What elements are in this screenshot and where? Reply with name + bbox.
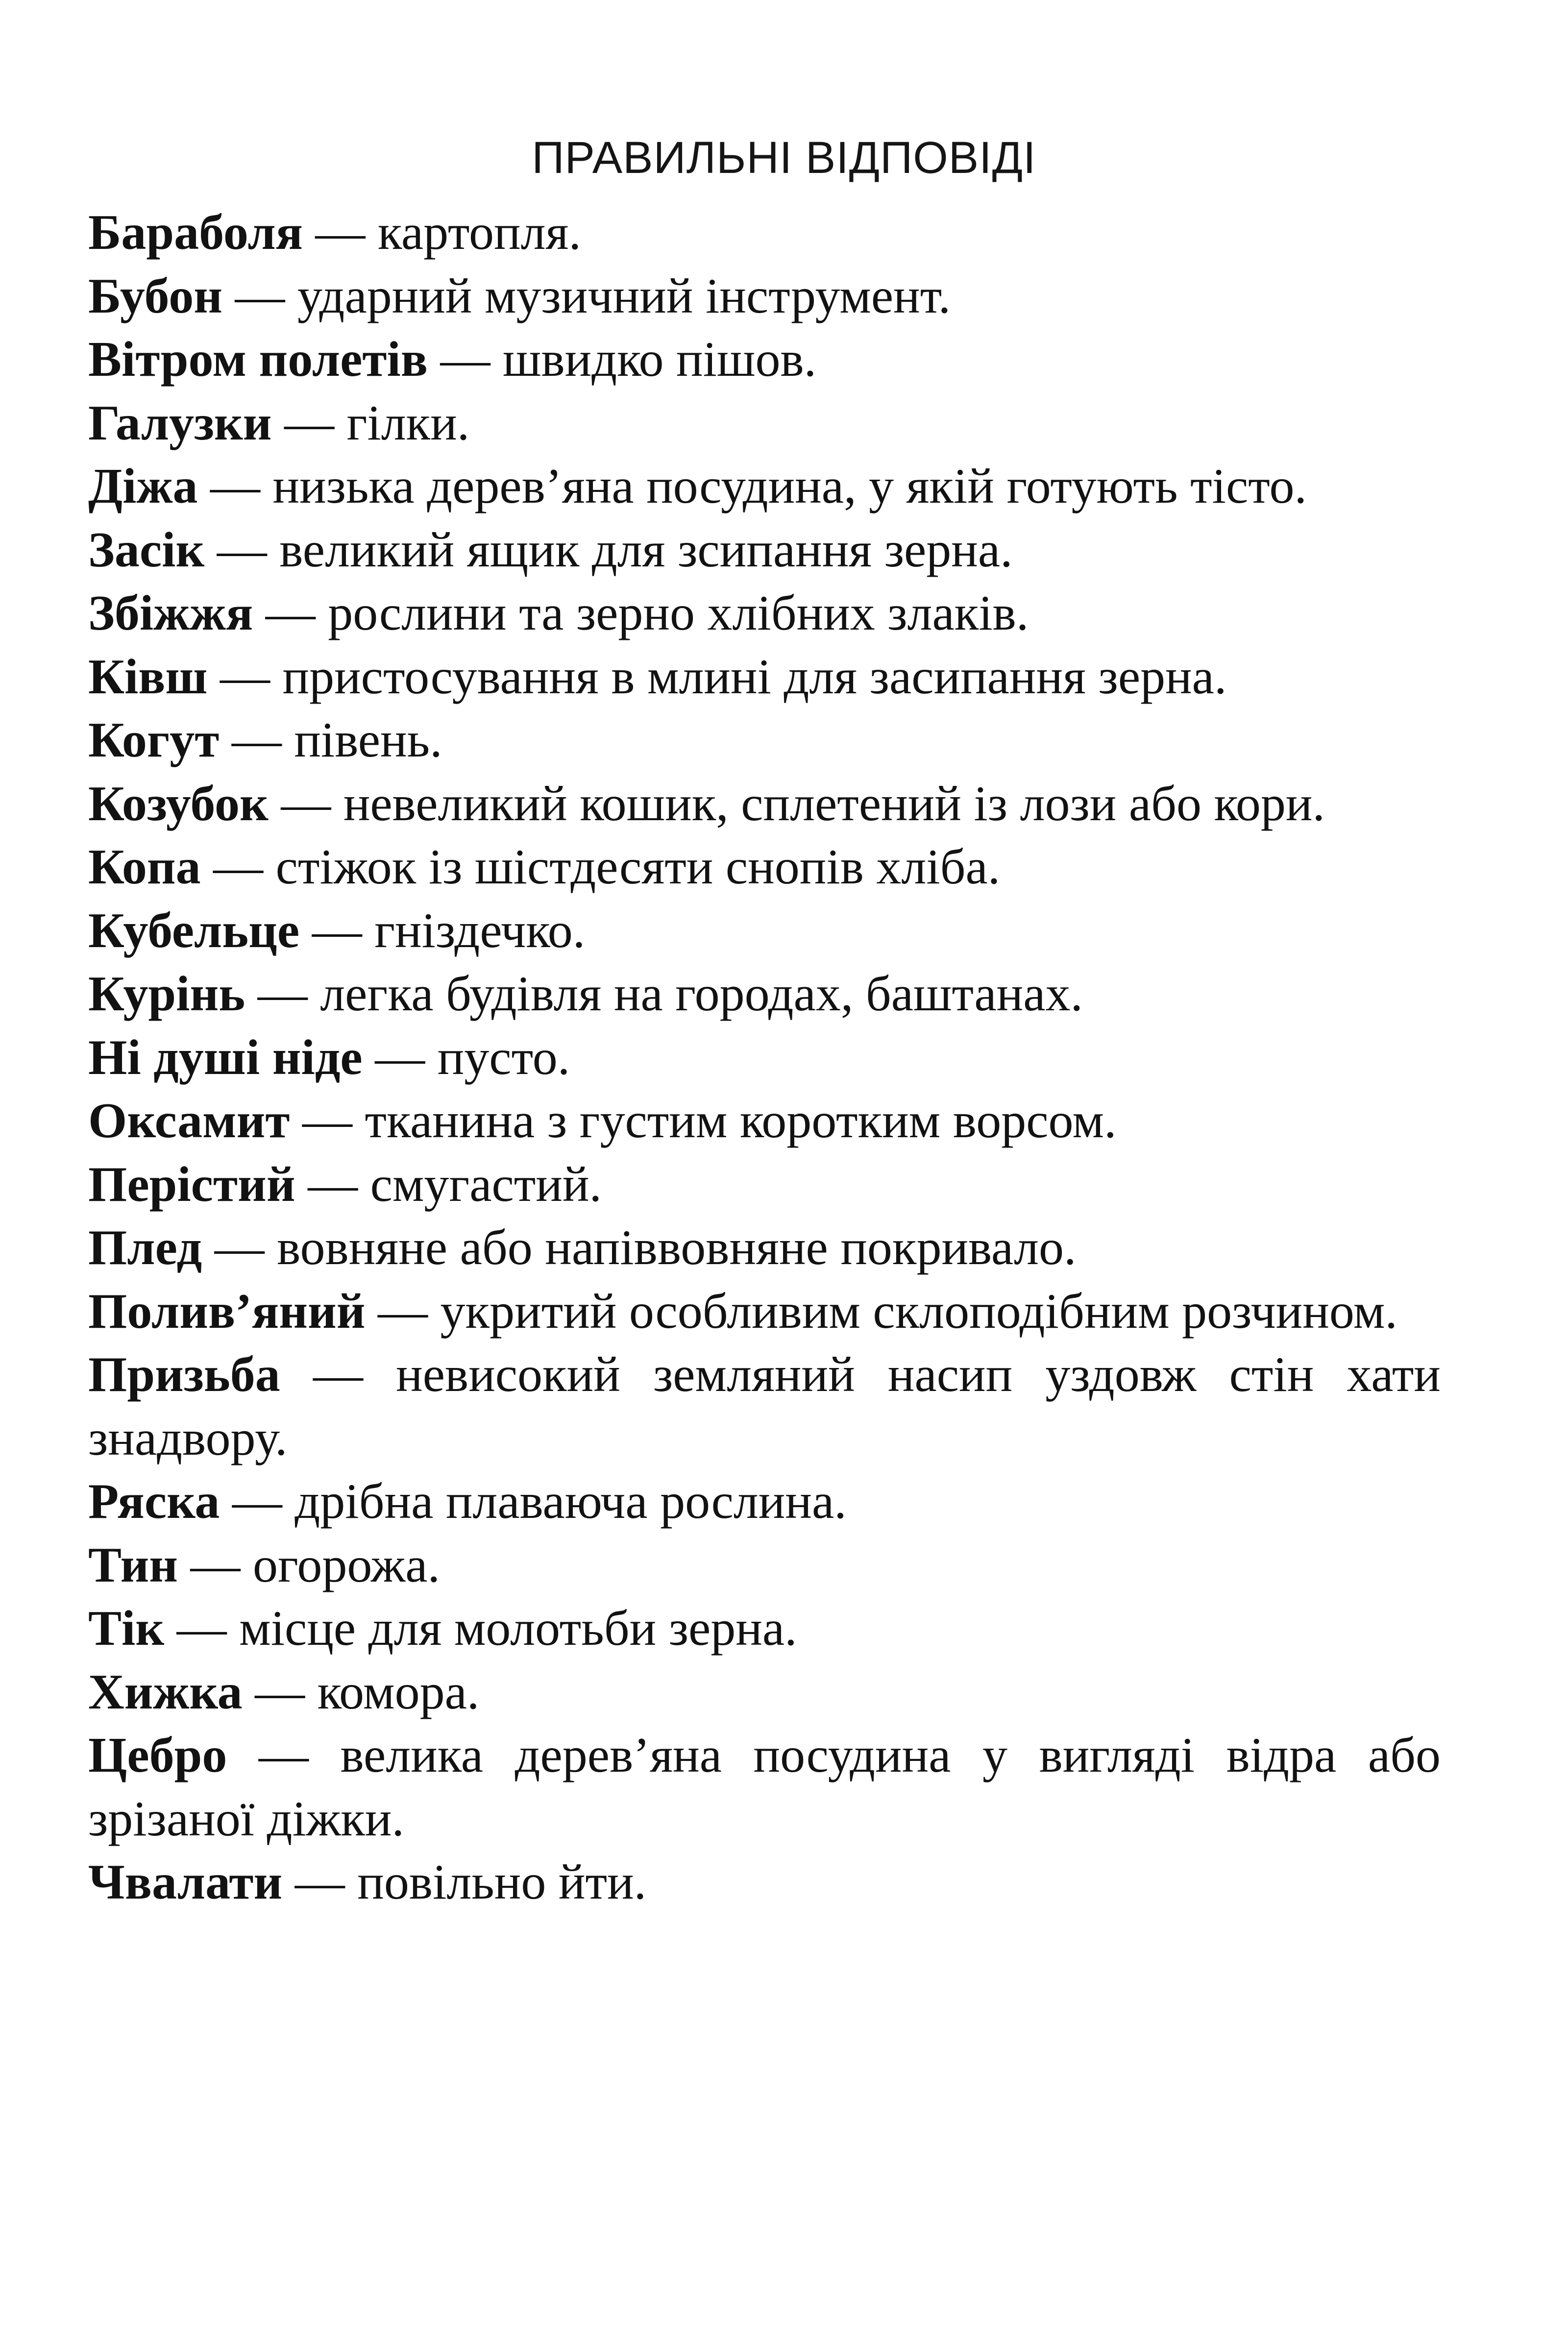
glossary-entry — [88, 1597, 1441, 1660]
entry-term: Ківш — [88, 649, 208, 705]
entry-term: Оксамит — [88, 1093, 290, 1148]
glossary-entry — [88, 772, 1441, 836]
entry-dash: — — [210, 459, 260, 514]
entry-dash: — — [284, 395, 335, 451]
entry-dash: — — [440, 332, 490, 387]
entry-term: Козубок — [88, 776, 269, 831]
entry-definition: комора. — [317, 1664, 480, 1720]
glossary — [88, 201, 1441, 1914]
entry-dash: — — [294, 1855, 345, 1910]
entry-definition: рослини та зерно хлібних злаків. — [328, 586, 1029, 641]
entry-definition: невеликий кошик, сплетений із лози або кори. — [343, 776, 1325, 831]
entry-term: Бараболя — [88, 205, 303, 260]
entry-term: Кубельце — [88, 903, 300, 958]
entry-term: Перістий — [88, 1156, 295, 1212]
entry-term: Діжа — [88, 459, 198, 514]
entry-dash: — — [231, 712, 282, 768]
entry-term: Полив’яний — [88, 1283, 366, 1339]
glossary-entry — [88, 1343, 1441, 1470]
entry-dash: — — [217, 522, 267, 578]
entry-dash: — — [308, 1156, 358, 1212]
entry-dash: — — [176, 1601, 227, 1656]
entry-dash: — — [220, 649, 270, 705]
entry-definition: вовняне або напіввовняне покривало. — [277, 1220, 1077, 1275]
entry-definition: гніздечко. — [374, 903, 586, 958]
entry-term: Плед — [88, 1220, 202, 1275]
entry-dash: — — [313, 1347, 363, 1402]
glossary-entry — [88, 1216, 1441, 1280]
entry-dash: — — [265, 586, 316, 641]
entry-definition: місце для молотьби зерна. — [239, 1601, 797, 1656]
entry-term: Тин — [88, 1537, 178, 1593]
glossary-entry — [88, 899, 1441, 963]
glossary-entry — [88, 1851, 1441, 1914]
entry-dash: — — [214, 1220, 265, 1275]
glossary-entry — [88, 1534, 1441, 1597]
entry-term: Тік — [88, 1601, 165, 1656]
entry-dash: — — [190, 1537, 241, 1593]
glossary-entry — [88, 962, 1441, 1026]
entry-dash: — — [315, 205, 366, 260]
glossary-entry — [88, 835, 1441, 899]
glossary-entry — [88, 328, 1441, 391]
entry-definition: легка будівля на городах, баштанах. — [320, 966, 1083, 1022]
entry-term: Цебро — [88, 1728, 227, 1783]
entry-definition: укритий особливим склоподібним розчином. — [440, 1283, 1397, 1339]
entry-dash: — — [232, 1474, 282, 1529]
entry-definition: гілки. — [346, 395, 470, 451]
glossary-entry — [88, 1153, 1441, 1217]
entry-term: Курінь — [88, 966, 245, 1022]
entry-definition: ударний музичний інструмент. — [297, 268, 951, 324]
entry-definition: повільно йти. — [357, 1855, 647, 1910]
glossary-entry — [88, 582, 1441, 645]
entry-term: Збіжжя — [88, 586, 253, 641]
glossary-entry — [88, 1280, 1441, 1343]
page-title: ПРАВИЛЬНІ ВІДПОВІДІ — [532, 133, 1036, 183]
entry-definition: півень. — [294, 712, 442, 768]
entry-definition: картопля. — [377, 205, 581, 260]
entry-definition: швидко пішов. — [502, 332, 817, 387]
entry-dash: — — [213, 839, 264, 895]
glossary-entry — [88, 1026, 1441, 1090]
entry-definition: невисокий земляний насип уздовж стін хати знадвору. — [88, 1347, 1441, 1466]
entry-definition: великий ящик для зсипання зерна. — [279, 522, 1013, 578]
entry-definition: дрібна плаваюча рослина. — [294, 1474, 847, 1529]
entry-dash: — — [235, 268, 285, 324]
entry-term: Вітром полетів — [88, 332, 428, 387]
entry-definition: велика дерев’яна посудина у вигляді відра або зрізаної діжки. — [88, 1728, 1441, 1847]
entry-term: Когут — [88, 712, 220, 768]
glossary-entry — [88, 645, 1441, 709]
glossary-entry — [88, 201, 1441, 265]
glossary-entry — [88, 708, 1441, 772]
entry-definition: смугастий. — [370, 1156, 602, 1212]
entry-term: Галузки — [88, 395, 272, 451]
entry-definition: тканина з густим коротким ворсом. — [365, 1093, 1117, 1148]
entry-dash: — — [302, 1093, 352, 1148]
glossary-entry — [88, 1660, 1441, 1724]
glossary-entry — [88, 455, 1441, 518]
entry-definition: пусто. — [437, 1029, 570, 1085]
entry-term: Хижка — [88, 1664, 243, 1720]
entry-term: Чвалати — [88, 1855, 283, 1910]
entry-dash: — — [281, 776, 331, 831]
entry-term: Ні душі ніде — [88, 1029, 363, 1085]
entry-term: Засік — [88, 522, 205, 578]
entry-definition: низька дерев’яна посудина, у якій готують тісто. — [272, 459, 1307, 514]
entry-dash: — — [375, 1029, 425, 1085]
glossary-entry — [88, 265, 1441, 328]
glossary-entry — [88, 1724, 1441, 1851]
entry-term: Ряска — [88, 1474, 220, 1529]
entry-dash: — — [378, 1283, 428, 1339]
glossary-entry — [88, 391, 1441, 455]
glossary-entry — [88, 1470, 1441, 1534]
glossary-entry — [88, 518, 1441, 582]
entry-dash: — — [255, 1664, 305, 1720]
entry-term: Призьба — [88, 1347, 280, 1402]
entry-dash: — — [257, 966, 308, 1022]
entry-term: Копа — [88, 839, 201, 895]
entry-dash: — — [312, 903, 362, 958]
entry-definition: пристосування в млині для засипання зерна. — [282, 649, 1227, 705]
entry-term: Бубон — [88, 268, 222, 324]
glossary-entry — [88, 1089, 1441, 1153]
entry-definition: огорожа. — [253, 1537, 441, 1593]
entry-definition: стіжок із шістдесяти снопів хліба. — [275, 839, 1001, 895]
entry-dash: — — [258, 1728, 309, 1783]
